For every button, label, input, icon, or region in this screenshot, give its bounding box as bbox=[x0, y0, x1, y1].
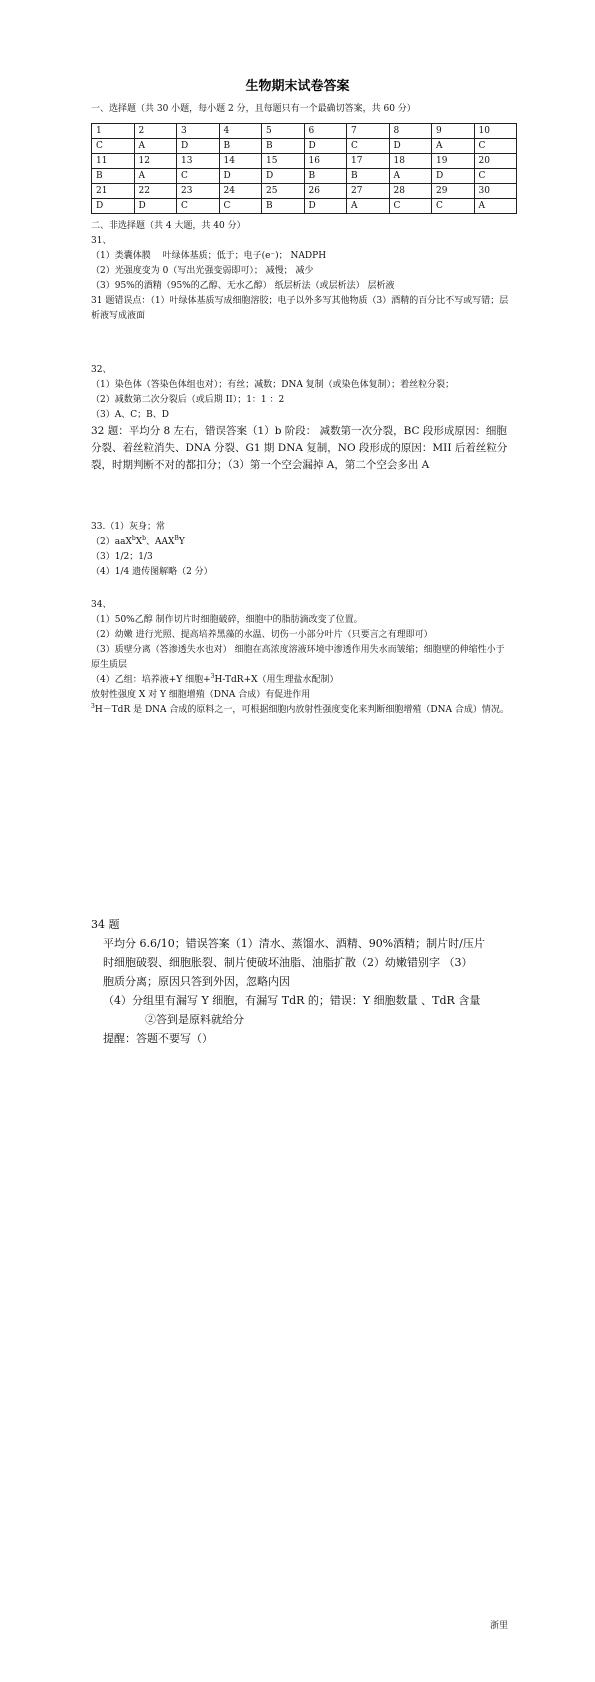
table-cell: D bbox=[432, 169, 475, 184]
table-cell: 30 bbox=[474, 184, 517, 199]
table-cell: A bbox=[347, 199, 390, 214]
q34 bbox=[91, 598, 511, 718]
table-cell: 25 bbox=[262, 184, 305, 199]
table-cell: C bbox=[432, 199, 475, 214]
table-cell: 28 bbox=[389, 184, 432, 199]
table-cell: 7 bbox=[347, 124, 390, 139]
table-cell: 12 bbox=[134, 154, 177, 169]
table-cell: D bbox=[92, 199, 135, 214]
table-cell: 16 bbox=[304, 154, 347, 169]
table-cell: A bbox=[134, 139, 177, 154]
table-row bbox=[92, 139, 517, 154]
q34-line: （4）乙组：培养液+Y 细胞+$^3$H-TdR+X（用生理盐水配制） bbox=[91, 673, 339, 685]
table-cell: 20 bbox=[474, 154, 517, 169]
table-cell: 8 bbox=[389, 124, 432, 139]
q31-line: （2）光强度变为 0（写出光强变弱即可）； 减慢； 减少 bbox=[91, 266, 314, 276]
table-cell: 1 bbox=[92, 124, 135, 139]
q34-line: （3）质壁分离（答渗透失水也对） 细胞在高浓度溶液环境中渗透作用失水而皱缩；细胞壁的伸缩性小于原生质层 bbox=[91, 645, 505, 670]
q32-line: （2）减数第二次分裂后（或后期 II）；1：1 ：2 bbox=[91, 395, 285, 405]
q34-label: 34、 bbox=[91, 600, 112, 610]
table-cell: 14 bbox=[219, 154, 262, 169]
table-cell: 27 bbox=[347, 184, 390, 199]
section2 bbox=[91, 219, 511, 324]
table-cell: C bbox=[177, 169, 220, 184]
table-cell: 5 bbox=[262, 124, 305, 139]
table-cell: B bbox=[92, 169, 135, 184]
table-cell: A bbox=[432, 139, 475, 154]
q32-label: 32、 bbox=[91, 365, 112, 375]
q34-review-line: 时细胞破裂、细胞胀裂、制片使破坏油脂、油脂扩散（2）幼嫩错别字 （3） bbox=[103, 956, 473, 969]
footer-mark: 浙里 bbox=[490, 1621, 509, 1631]
table-cell: 29 bbox=[432, 184, 475, 199]
table-cell: 2 bbox=[134, 124, 177, 139]
table-cell: 18 bbox=[389, 154, 432, 169]
q34-review-line: ②答到是原料就给分 bbox=[145, 1013, 244, 1026]
section1-heading: 一、选择题（共 30 小题，每小题 2 分，且每题只有一个最确切答案，共 60 分） bbox=[91, 104, 416, 114]
q32-line: （3）A、C；B、D bbox=[91, 410, 169, 420]
table-cell: C bbox=[474, 139, 517, 154]
q31-note: 31 题错误点：（1）叶绿体基质写成细胞溶胶；电子以外多写其他物质（3）酒精的百分比不写或写错；层析液写成液面 bbox=[91, 296, 509, 321]
table-cell: D bbox=[177, 139, 220, 154]
q31-line: （1）类囊体膜 叶绿体基质；低于；电子(e⁻)； NADPH bbox=[91, 251, 327, 261]
q32-note: 32 题：平均分 8 左右，错误答案（1）b 阶段： 减数第一次分裂，BC 段形成原因：细胞分裂、着丝粒消失、DNA 分裂、G1 期 DNA 复制，NO 段形成的原因：MII 后着丝粒分裂，时期判断不对的都扣分；（3）第一个空会漏掉 A，第二个空会多出 A bbox=[91, 425, 508, 471]
table-cell: 24 bbox=[219, 184, 262, 199]
table-cell: B bbox=[262, 199, 305, 214]
q33-line: $(2)aaX^bX^b$、$AAX^BY$ bbox=[91, 535, 185, 547]
table-cell: 17 bbox=[347, 154, 390, 169]
table-row bbox=[92, 184, 517, 199]
q34-line: （2）幼嫩 进行光照、提高培养黑藻的水温、切伤一小部分叶片（只要言之有理即可） bbox=[91, 630, 433, 640]
table-cell: C bbox=[219, 199, 262, 214]
table-cell: B bbox=[262, 139, 305, 154]
table-cell: 15 bbox=[262, 154, 305, 169]
table-row bbox=[92, 199, 517, 214]
table-cell: B bbox=[347, 169, 390, 184]
table-cell: C bbox=[347, 139, 390, 154]
q33-line: （3）1/2；1/3 bbox=[91, 552, 153, 562]
q34-review-line: （4）分组里有漏写 Y 细胞，有漏写 TdR 的；错误：Y 细胞数量 、TdR 含量 bbox=[103, 994, 481, 1007]
table-cell: 10 bbox=[474, 124, 517, 139]
table-cell: A bbox=[474, 199, 517, 214]
table-row bbox=[92, 124, 517, 139]
q34-review-heading: 34 题 bbox=[91, 918, 120, 931]
table-cell: 3 bbox=[177, 124, 220, 139]
q32 bbox=[91, 363, 511, 474]
q34-review-line: 平均分 6.6/10；错误答案（1）清水、蒸馏水、酒精、90%酒精；制片时/压片 bbox=[103, 937, 485, 950]
table-cell: 23 bbox=[177, 184, 220, 199]
q31-label: 31、 bbox=[91, 236, 112, 246]
table-cell: B bbox=[304, 169, 347, 184]
table-cell: 4 bbox=[219, 124, 262, 139]
q32-line: （1）染色体（答染色体组也对）；有丝；减数；DNA 复制（或染色体复制）；着丝粒分裂； bbox=[91, 380, 455, 390]
table-cell: A bbox=[134, 169, 177, 184]
table-cell: C bbox=[474, 169, 517, 184]
page-title: 生物期末试卷答案 bbox=[245, 79, 350, 94]
answer-table bbox=[91, 123, 517, 214]
q34-line: （1）50%乙醇 制作切片时细胞破碎，细胞中的脂肪滴改变了位置。 bbox=[91, 615, 363, 625]
q33-line: 33.（1）灰身；常 bbox=[91, 522, 166, 532]
table-cell: D bbox=[389, 139, 432, 154]
q33 bbox=[91, 520, 511, 580]
table-row bbox=[92, 154, 517, 169]
q34-line: $^3$H－TdR 是 DNA 合成的原料之一，可根据细胞内放射性强度变化来判断细胞增殖（DNA 合成）情况。 bbox=[91, 703, 509, 715]
q34-review-line: 提醒：答题不要写（） bbox=[103, 1032, 213, 1045]
q34-line: 放射性强度 X 对 Y 细胞增殖（DNA 合成）有促进作用 bbox=[91, 690, 311, 700]
table-row bbox=[92, 169, 517, 184]
table-cell: 13 bbox=[177, 154, 220, 169]
table-cell: 26 bbox=[304, 184, 347, 199]
q34-review bbox=[91, 915, 511, 1048]
table-cell: 21 bbox=[92, 184, 135, 199]
table-cell: 9 bbox=[432, 124, 475, 139]
table-cell: 19 bbox=[432, 154, 475, 169]
table-cell: 22 bbox=[134, 184, 177, 199]
section2-heading: 二、非选择题（共 4 大题，共 40 分） bbox=[91, 221, 246, 231]
q33-line: （4）1/4 遗传图解略（2 分） bbox=[91, 567, 213, 577]
table-cell: C bbox=[177, 199, 220, 214]
table-cell: 11 bbox=[92, 154, 135, 169]
table-cell: D bbox=[262, 169, 305, 184]
table-cell: D bbox=[134, 199, 177, 214]
table-cell: D bbox=[304, 199, 347, 214]
table-cell: A bbox=[389, 169, 432, 184]
q31-line: （3）95%的酒精（95%的乙醇、无水乙醇） 纸层析法（或层析法） 层析液 bbox=[91, 281, 395, 291]
table-cell: D bbox=[219, 169, 262, 184]
table-cell: 6 bbox=[304, 124, 347, 139]
table-cell: B bbox=[219, 139, 262, 154]
table-cell: C bbox=[389, 199, 432, 214]
table-cell: D bbox=[304, 139, 347, 154]
q34-review-line: 胞质分离；原因只答到外因，忽略内因 bbox=[103, 975, 290, 988]
table-cell: C bbox=[92, 139, 135, 154]
